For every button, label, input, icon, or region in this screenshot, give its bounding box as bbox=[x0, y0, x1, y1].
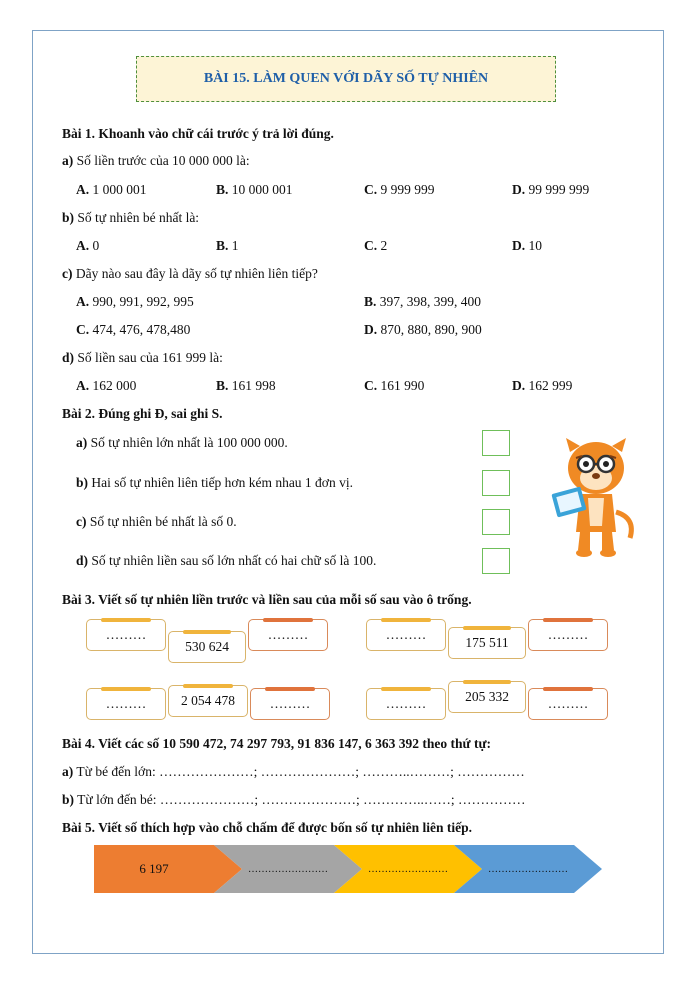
bai3-before-box-1[interactable]: ……… bbox=[86, 619, 166, 651]
bai3-after-box-1[interactable]: ……… bbox=[248, 619, 328, 651]
bai1-question-b: b) Số tự nhiên bé nhất là: bbox=[62, 210, 200, 225]
bai1-question-d: d) Số liền sau của 161 999 là: bbox=[62, 350, 223, 365]
bai5-blank-2[interactable]: …………………… bbox=[248, 863, 328, 875]
bai2-statement-d: d) Số tự nhiên liền sau số lớn nhất có hai chữ số là 100. bbox=[76, 553, 377, 568]
bai5-first-number: 6 197 bbox=[139, 861, 169, 876]
bai3-number-box-4: 205 332 bbox=[448, 681, 526, 713]
bai5-heading: Bài 5. Viết số thích hợp vào chỗ chấm để được bốn số tự nhiên liên tiếp. bbox=[62, 820, 472, 835]
bai1-heading: Bài 1. Khoanh vào chữ cái trước ý trả lời đúng. bbox=[62, 126, 334, 141]
bai3-after-box-4[interactable]: ……… bbox=[528, 688, 608, 720]
bai3-number-box-1: 530 624 bbox=[168, 631, 246, 663]
bai5-blank-4[interactable]: …………………… bbox=[488, 863, 568, 875]
bai3-before-box-2[interactable]: ……… bbox=[366, 619, 446, 651]
bai1-d-option-b[interactable]: B. 161 998 bbox=[216, 378, 276, 393]
bai1-question-c: c) Dãy nào sau đây là dãy số tự nhiên liên tiếp? bbox=[62, 266, 318, 281]
lesson-title-banner bbox=[136, 56, 556, 102]
bai3-before-box-4[interactable]: ……… bbox=[366, 688, 446, 720]
bai1-c-option-d[interactable]: D. 870, 880, 890, 900 bbox=[364, 322, 482, 337]
bai1-a-option-b[interactable]: B. 10 000 001 bbox=[216, 182, 293, 197]
bai1-b-option-a[interactable]: A. 0 bbox=[76, 238, 100, 253]
bai4-line-b[interactable]: b) Từ lớn đến bé: …………………; …………………; …………..……; …………… bbox=[62, 792, 526, 807]
bai1-b-option-b[interactable]: B. 1 bbox=[216, 238, 239, 253]
bai1-a-option-a[interactable]: A. 1 000 001 bbox=[76, 182, 147, 197]
bai1-a-option-c[interactable]: C. 9 999 999 bbox=[364, 182, 435, 197]
bai1-c-option-a[interactable]: A. 990, 991, 992, 995 bbox=[76, 294, 194, 309]
bai2-statement-c: c) Số tự nhiên bé nhất là số 0. bbox=[76, 514, 237, 529]
bai3-number-box-2: 175 511 bbox=[448, 627, 526, 659]
bai2-answer-box-a[interactable] bbox=[482, 430, 510, 456]
tiger-reading-mascot-icon bbox=[550, 432, 642, 558]
bai3-after-box-3[interactable]: ……… bbox=[250, 688, 330, 720]
bai1-a-option-d[interactable]: D. 99 999 999 bbox=[512, 182, 590, 197]
bai2-statement-b: b) Hai số tự nhiên liên tiếp hơn kém nhau 1 đơn vị. bbox=[76, 475, 353, 490]
bai4-line-a[interactable]: a) Từ bé đến lớn: …………………; …………………; ………..………; …………… bbox=[62, 764, 525, 779]
bai3-before-box-3[interactable]: ……… bbox=[86, 688, 166, 720]
bai2-heading: Bài 2. Đúng ghi Đ, sai ghi S. bbox=[62, 406, 223, 421]
bai2-answer-box-d[interactable] bbox=[482, 548, 510, 574]
bai1-d-option-c[interactable]: C. 161 990 bbox=[364, 378, 425, 393]
bai1-c-option-b[interactable]: B. 397, 398, 399, 400 bbox=[364, 294, 482, 309]
bai1-d-option-d[interactable]: D. 162 999 bbox=[512, 378, 573, 393]
bai3-number-box-3: 2 054 478 bbox=[168, 685, 248, 717]
bai1-b-option-d[interactable]: D. 10 bbox=[512, 238, 542, 253]
bai4-heading: Bài 4. Viết các số 10 590 472, 74 297 793, 91 836 147, 6 363 392 theo thứ tự: bbox=[62, 736, 492, 751]
bai1-d-option-a[interactable]: A. 162 000 bbox=[76, 378, 137, 393]
bai2-statement-a: a) Số tự nhiên lớn nhất là 100 000 000. bbox=[76, 435, 288, 450]
bai2-answer-box-b[interactable] bbox=[482, 470, 510, 496]
bai1-c-option-c[interactable]: C. 474, 476, 478,480 bbox=[76, 322, 191, 337]
bai1-b-option-c[interactable]: C. 2 bbox=[364, 238, 388, 253]
bai5-step-4[interactable] bbox=[454, 845, 604, 893]
bai3-heading: Bài 3. Viết số tự nhiên liền trước và liền sau của mỗi số sau vào ô trống. bbox=[62, 592, 472, 607]
lesson-title: BÀI 15. LÀM QUEN VỚI DÃY SỐ TỰ NHIÊN bbox=[203, 71, 489, 86]
bai2-answer-box-c[interactable] bbox=[482, 509, 510, 535]
bai5-blank-3[interactable]: …………………… bbox=[368, 863, 448, 875]
bai1-question-a: a) Số liền trước của 10 000 000 là: bbox=[62, 153, 250, 168]
bai3-after-box-2[interactable]: ……… bbox=[528, 619, 608, 651]
